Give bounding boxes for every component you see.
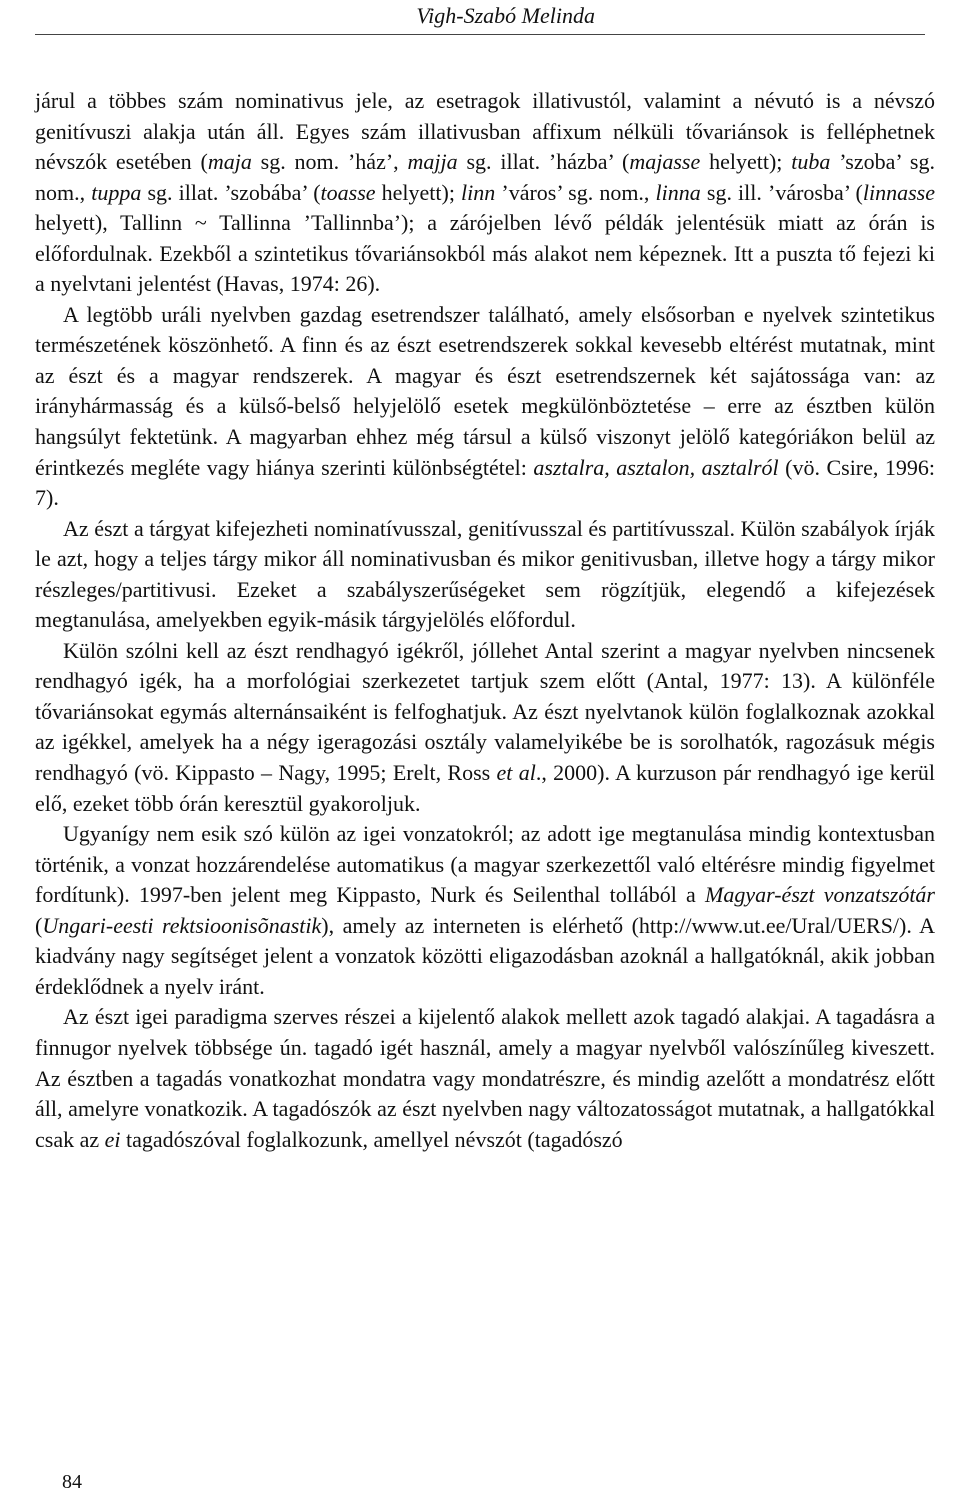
text-run: Az észt igei paradigma szerves részei a kijelentő alakok mellett azok tagadó alakjai. A tagadásra a finnugor nyelvek többsége ún. tagadó igét használ, amely a magyar nyelvből valószínűleg kiveszett. Az észtben a tagadás vonatkozhat mondatra vagy mondatrészre, és mindig azelőtt a mondatrész előtt áll, amelyre vonatkozik. A tagadószók az észt nyelvben nagy változatosságot mutatnak, a hallgatókkal csak az (35, 1004, 935, 1152)
italic-term: linn (461, 179, 496, 205)
italic-term: linna (655, 179, 701, 205)
text-run: sg. illat. ’szobába’ ( (141, 179, 321, 205)
text-run: ), amely az interneten is elérhető (http://www.ut.ee/Ural/UERS/). A kiadvány nagy segítséget jelent a vonzatok közötti eligazodásban azoknál a hallgatóknál, akik jobban érdeklődnek a nyelv iránt. (35, 912, 935, 999)
page-number: 84 (62, 1471, 82, 1493)
italic-term: majasse (629, 149, 701, 175)
text-run: járul a többes szám nominativus jele, az esetragok illativustól, valamint a névutó is a névszó genitívuszi alakja után áll. Egyes szám illativusban affixum nélküli tővariánsok is felléphetnek névszók esetében ( (35, 88, 935, 175)
italic-term: Magyar-észt vonzatszótár (705, 882, 935, 908)
text-run: ’város’ sg. nom., (495, 179, 656, 205)
paragraph (35, 636, 935, 819)
paragraph (35, 1002, 935, 1155)
italic-term: toasse (320, 179, 376, 205)
text-run: sg. ill. ’városba’ ( (700, 179, 863, 205)
text-run: ., 2000). A kurzuson pár rendhagyó ige kerül elő, ezeket több órán keresztül gyakoroljuk. (35, 760, 935, 816)
text-run: Az észt a tárgyat kifejezheti nominatívusszal, genitívusszal és partitívusszal. Külön szabályok írják le azt, hogy a teljes tárgy mikor áll nominativusban és mikor genitivusban, illetve hogy a tárgy mikor részleges/partitivusi. Ezeket a szabályszerűségeket sem rögzítjük, elegendő a kifejezések megtanulása, amelyekben egyik-másik tárgyjelölés előfordul. (35, 515, 935, 633)
text-run: (vö. Csire, 1996: 7). (35, 454, 936, 511)
paragraph (35, 300, 935, 514)
text-run: Ugyanígy nem esik szó külön az igei vonzatokról; az adott ige megtanulása mindig kontextusban történik, a vonzat hozzárendelése automatikus (a magyar szerkezettől való eltérésre mindig figyelmet fordítunk). 1997-ben jelent meg Kippasto, Nurk és Seilenthal tollából a (35, 821, 935, 908)
body-text (35, 86, 935, 1155)
italic-term: asztalra, asztalon, asztalról (533, 454, 779, 480)
text-run: ’szoba’ sg. nom., (35, 149, 935, 205)
text-run: helyett); (700, 149, 792, 175)
italic-term: et al (496, 760, 536, 786)
paragraph (35, 514, 935, 636)
italic-term: tuba (791, 149, 831, 175)
paragraph (35, 86, 935, 300)
text-run: tagadószóval foglalkozunk, amellyel névszót (tagadószó (120, 1126, 623, 1152)
italic-term: Ungari-eesti rektsioonisõnastik (42, 912, 322, 938)
running-header: Vigh-Szabó Melinda (416, 3, 595, 28)
italic-term: ei (104, 1126, 121, 1152)
italic-term: maja (207, 149, 252, 175)
paragraph (35, 819, 935, 1002)
text-run: A legtöbb uráli nyelvben gazdag esetrendszer található, amely elsősorban e nyelvek szintetikus természetének köszönhető. A finn és az észt esetrendszerek sokkal kevesebb eltérést mutatnak, mint az észt és a magyar rendszerek. A magyar és észt esetrendszernek két sajátossága van: az irányhármasság és a külső-belső helyjelölő esetek megkülönböztetése – erre az észtben külön hangsúlyt fektetünk. A magyarban ehhez még társul a külső viszonyt jelölő kategóriákon belül az érintkezés megléte vagy hiánya szerinti különbségtétel: (35, 301, 935, 480)
text-run: sg. illat. ’házba’ ( (457, 149, 630, 175)
text-run: Külön szólni kell az észt rendhagyó igékről, jóllehet Antal szerint a magyar nyelvben nincsenek rendhagyó igék, ha a morfológiai szerkezetet tartjuk szem előtt (Antal, 1977: 13). A különféle tővariánsokat egymás alternánsaiként is felfoghatjuk. Az észt nyelvtanok külön foglalkoznak azokkal az igékkel, amelyek ha a négy igeragozási osztály valamelyikébe be is sorolhatók, ragozásuk mégis rendhagyó (vö. Kippasto – Nagy, 1995; Erelt, Ross (35, 637, 935, 786)
text-run: helyett), Tallinn ~ Tallinna ’Tallinnba’); a zárójelben lévő példák jelentésük miatt az órán is előfordulnak. Ezekből a szintetikus tővariánsokból más alakot nem képeznek. Itt a puszta tő fejezi ki a nyelvtani jelentést (Havas, 1974: 26). (35, 210, 935, 297)
italic-term: tuppa (91, 179, 142, 205)
text-run: ( (35, 912, 43, 938)
header-rule (35, 34, 925, 35)
text-run: sg. nom. ’ház’, (251, 149, 408, 175)
text-run: helyett); (375, 179, 462, 205)
italic-term: majja (407, 149, 458, 175)
italic-term: linnasse (862, 179, 935, 205)
